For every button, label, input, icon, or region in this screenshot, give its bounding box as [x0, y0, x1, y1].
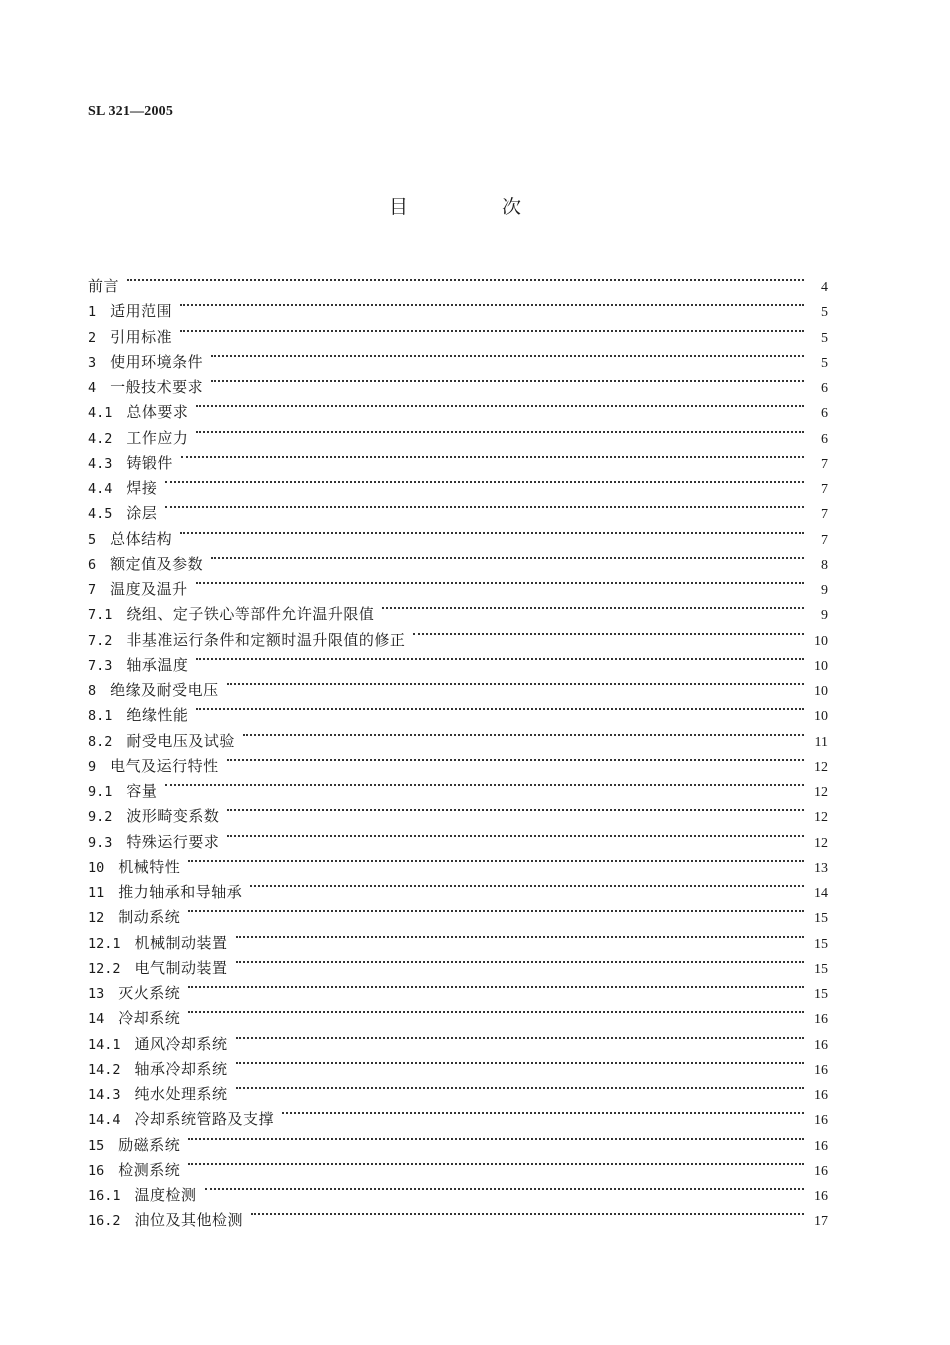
toc-entry-label: 非基准运行条件和定额时温升限值的修正: [126, 630, 406, 649]
toc-entry[interactable]: [88, 291, 828, 321]
toc-entry-page: 12: [814, 810, 828, 826]
toc-entry-number: 4.5: [88, 506, 113, 523]
toc-entry-number: 10: [88, 859, 105, 876]
toc-entry-label: 油位及其他检测: [134, 1211, 244, 1230]
toc-dot-leader: [188, 1125, 804, 1150]
toc-entry-label: 灭火系统: [118, 984, 181, 1002]
toc-entry-page: 6: [821, 381, 828, 396]
toc-dot-leader: [196, 569, 804, 594]
toc-entry-number: 14.1: [88, 1036, 121, 1053]
toc-entry-number: 2: [88, 329, 97, 346]
toc-entry-label: 温度检测: [134, 1186, 197, 1204]
toc-entry-page: 17: [814, 1214, 828, 1230]
toc-entry[interactable]: [88, 923, 828, 952]
toc-dot-leader: [188, 973, 804, 998]
toc-entry-label: 绕组、定子铁心等部件允许温升限值: [126, 605, 375, 624]
toc-entry-page: 7: [821, 532, 828, 548]
toc-entry-number: 3: [88, 354, 97, 371]
toc-dot-leader: [188, 998, 804, 1023]
toc-entry[interactable]: [88, 872, 828, 901]
toc-dot-leader: [180, 317, 804, 342]
toc-entry-page: 16: [814, 1189, 828, 1204]
toc-entry-number: 8.2: [88, 733, 113, 750]
toc-entry-number: 4: [88, 380, 97, 396]
toc-entry-label: 铸锻件: [126, 453, 173, 472]
toc-dot-leader: [211, 367, 804, 392]
toc-entry-page: 4: [821, 280, 828, 295]
toc-entry-label: 波形畸变系数: [126, 807, 220, 826]
toc-entry-page: 6: [821, 431, 828, 447]
toc-entry-number: 11: [88, 885, 105, 901]
toc-title: 目 次: [388, 196, 566, 218]
toc-entry[interactable]: [88, 1175, 828, 1204]
toc-entry-label: 绝缘及耐受电压: [110, 681, 219, 699]
toc-entry-label: 额定值及参数: [110, 554, 204, 573]
toc-entry-number: 7.2: [88, 632, 113, 649]
toc-entry-page: 10: [814, 658, 828, 674]
toc-entry[interactable]: [88, 796, 828, 826]
toc-entry[interactable]: [88, 418, 828, 447]
toc-entry[interactable]: [88, 1024, 828, 1053]
toc-entry-page: 16: [814, 1163, 828, 1179]
toc-dot-leader: [165, 771, 804, 796]
toc-dot-leader: [181, 443, 804, 468]
toc-entry-number: 4.2: [88, 430, 113, 447]
toc-entry-number: 16.2: [88, 1213, 121, 1230]
toc-entry-label: 绝缘性能: [126, 706, 189, 725]
toc-entry-number: 8.1: [88, 708, 113, 725]
toc-entry-label: 机械制动装置: [134, 933, 228, 952]
toc-entry-number: 6: [88, 556, 97, 573]
toc-dot-leader: [251, 1200, 804, 1225]
toc-entry-page: 15: [814, 961, 828, 977]
toc-entry-number: 5: [88, 531, 97, 548]
toc-entry[interactable]: [88, 1150, 828, 1179]
toc-entry-page: 15: [814, 987, 828, 1002]
toc-entry[interactable]: [88, 342, 828, 371]
toc-entry-number: 9.2: [88, 809, 113, 826]
toc-entry-number: 14.4: [88, 1112, 121, 1129]
toc-entry-number: 7: [88, 582, 97, 598]
toc-entry-page: 11: [814, 734, 828, 750]
toc-entry-label: 特殊运行要求: [126, 832, 220, 851]
toc-entry[interactable]: [88, 847, 828, 876]
toc-entry-label: 检测系统: [118, 1160, 181, 1179]
toc-entry-label: 冷却系统管路及支撑: [134, 1110, 275, 1129]
toc-dot-leader: [227, 822, 804, 847]
toc-entry-page: 12: [814, 785, 828, 800]
toc-entry[interactable]: [88, 569, 828, 598]
toc-dot-leader: [205, 1175, 804, 1200]
toc-dot-leader: [196, 645, 804, 670]
toc-entry-page: 5: [821, 330, 828, 346]
toc-dot-leader: [236, 923, 804, 948]
toc-entry-label: 电气制动装置: [134, 958, 228, 977]
toc-dot-leader: [180, 291, 804, 316]
toc-entry-page: 10: [814, 709, 828, 725]
toc-dot-leader: [227, 746, 804, 771]
toc-entry[interactable]: [88, 594, 828, 624]
table-of-contents: [88, 266, 828, 1230]
toc-dot-leader: [127, 266, 804, 291]
toc-entry-label: 温度及温升: [110, 580, 188, 598]
toc-entry[interactable]: [88, 721, 828, 750]
toc-dot-leader: [227, 796, 804, 821]
toc-dot-leader: [413, 620, 804, 645]
toc-entry-page: 16: [814, 1037, 828, 1053]
toc-dot-leader: [165, 468, 804, 493]
toc-dot-leader: [243, 721, 804, 746]
toc-entry-label: 总体结构: [110, 529, 173, 548]
toc-entry-page: 16: [814, 1012, 828, 1028]
toc-entry[interactable]: [88, 998, 828, 1028]
toc-entry-label: 通风冷却系统: [134, 1034, 228, 1053]
toc-dot-leader: [188, 847, 804, 872]
toc-entry-label: 电气及运行特性: [110, 756, 219, 775]
toc-entry[interactable]: [88, 392, 828, 422]
toc-entry-page: 7: [821, 507, 828, 523]
toc-dot-leader: [165, 493, 804, 518]
toc-entry-label: 焊接: [126, 479, 158, 497]
toc-entry-number: 7.3: [88, 657, 113, 674]
toc-entry-page: 8: [821, 557, 828, 573]
toc-entry-number: 12: [88, 910, 105, 927]
toc-dot-leader: [196, 392, 804, 417]
toc-entry-label: 容量: [126, 782, 158, 800]
toc-entry-page: 13: [814, 860, 828, 876]
toc-dot-leader: [196, 418, 804, 443]
toc-entry-number: 9.1: [88, 784, 113, 800]
toc-dot-leader: [211, 342, 804, 367]
toc-entry-page: 14: [814, 886, 828, 901]
toc-entry-label: 制动系统: [118, 908, 181, 927]
toc-dot-leader: [236, 1074, 804, 1099]
toc-entry-page: 16: [814, 1113, 828, 1129]
toc-dot-leader: [236, 948, 804, 973]
toc-entry[interactable]: [88, 973, 828, 1002]
toc-entry-label: 总体要求: [126, 403, 189, 422]
toc-entry-number: 12.1: [88, 935, 121, 952]
toc-entry-page: 12: [814, 759, 828, 775]
toc-entry[interactable]: [88, 645, 828, 674]
toc-entry-label: 引用标准: [110, 327, 173, 346]
toc-entry[interactable]: [88, 695, 828, 725]
toc-entry-page: 12: [814, 835, 828, 851]
toc-entry[interactable]: [88, 443, 828, 472]
toc-entry-number: 13: [88, 986, 105, 1002]
toc-entry-number: 14.3: [88, 1087, 121, 1103]
toc-entry-number: 4.4: [88, 481, 113, 497]
toc-entry-label: 使用环境条件: [110, 352, 204, 371]
toc-entry[interactable]: [88, 670, 828, 699]
document-code: SL 321—2005: [88, 104, 174, 119]
toc-dot-leader: [211, 544, 804, 569]
toc-dot-leader: [180, 519, 804, 544]
toc-entry-page: 15: [814, 911, 828, 927]
toc-entry-page: 10: [814, 684, 828, 699]
toc-entry-number: 4.3: [88, 455, 113, 472]
toc-entry-number: 1: [88, 304, 97, 321]
toc-entry-number: 9: [88, 758, 97, 775]
toc-entry-label: 前言: [88, 277, 120, 295]
toc-entry-label: 工作应力: [126, 428, 189, 447]
toc-entry-number: 7.1: [88, 607, 113, 624]
toc-entry[interactable]: [88, 771, 828, 800]
toc-entry[interactable]: [88, 266, 828, 295]
toc-entry-label: 适用范围: [110, 302, 173, 321]
toc-dot-leader: [196, 695, 804, 720]
toc-entry-number: 14: [88, 1011, 105, 1028]
toc-entry[interactable]: [88, 1200, 828, 1230]
toc-entry-number: 12.2: [88, 960, 121, 977]
toc-entry-number: 9.3: [88, 834, 113, 851]
toc-entry-page: 6: [821, 406, 828, 422]
toc-entry-page: 7: [821, 482, 828, 497]
toc-entry-label: 冷却系统: [118, 1009, 181, 1028]
toc-entry-number: 8: [88, 683, 97, 699]
toc-dot-leader: [188, 897, 804, 922]
toc-entry-page: 16: [814, 1138, 828, 1154]
toc-dot-leader: [188, 1150, 804, 1175]
toc-dot-leader: [236, 1049, 804, 1074]
toc-entry-label: 耐受电压及试验: [126, 731, 235, 750]
toc-entry-label: 纯水处理系统: [134, 1085, 228, 1103]
toc-entry-page: 16: [814, 1088, 828, 1103]
toc-entry-number: 15: [88, 1137, 105, 1154]
toc-entry-label: 轴承温度: [126, 655, 189, 674]
toc-entry-number: 16: [88, 1162, 105, 1179]
toc-entry[interactable]: [88, 1125, 828, 1154]
toc-entry-label: 推力轴承和导轴承: [118, 883, 243, 901]
toc-entry[interactable]: [88, 897, 828, 927]
toc-entry-page: 7: [821, 456, 828, 472]
toc-entry[interactable]: [88, 317, 828, 346]
toc-entry-page: 5: [821, 305, 828, 321]
toc-entry[interactable]: [88, 493, 828, 523]
toc-dot-leader: [227, 670, 804, 695]
toc-entry-label: 机械特性: [118, 857, 181, 876]
toc-entry-label: 涂层: [126, 504, 158, 523]
toc-entry[interactable]: [88, 468, 828, 497]
toc-entry-page: 16: [814, 1062, 828, 1078]
toc-dot-leader: [236, 1024, 804, 1049]
toc-entry-page: 10: [814, 633, 828, 649]
toc-dot-leader: [282, 1099, 804, 1124]
toc-entry[interactable]: [88, 544, 828, 573]
toc-entry-number: 14.2: [88, 1061, 121, 1078]
toc-entry-page: 5: [821, 355, 828, 371]
toc-entry-number: 16.1: [88, 1188, 121, 1204]
toc-entry-page: 9: [821, 583, 828, 598]
toc-entry-label: 一般技术要求: [110, 378, 204, 396]
toc-dot-leader: [250, 872, 804, 897]
toc-entry-label: 励磁系统: [118, 1135, 181, 1154]
toc-entry-number: 4.1: [88, 405, 113, 422]
toc-entry[interactable]: [88, 519, 828, 548]
toc-entry-label: 轴承冷却系统: [134, 1059, 228, 1078]
toc-dot-leader: [382, 594, 804, 619]
toc-entry-page: 15: [814, 936, 828, 952]
toc-entry-page: 9: [821, 608, 828, 624]
